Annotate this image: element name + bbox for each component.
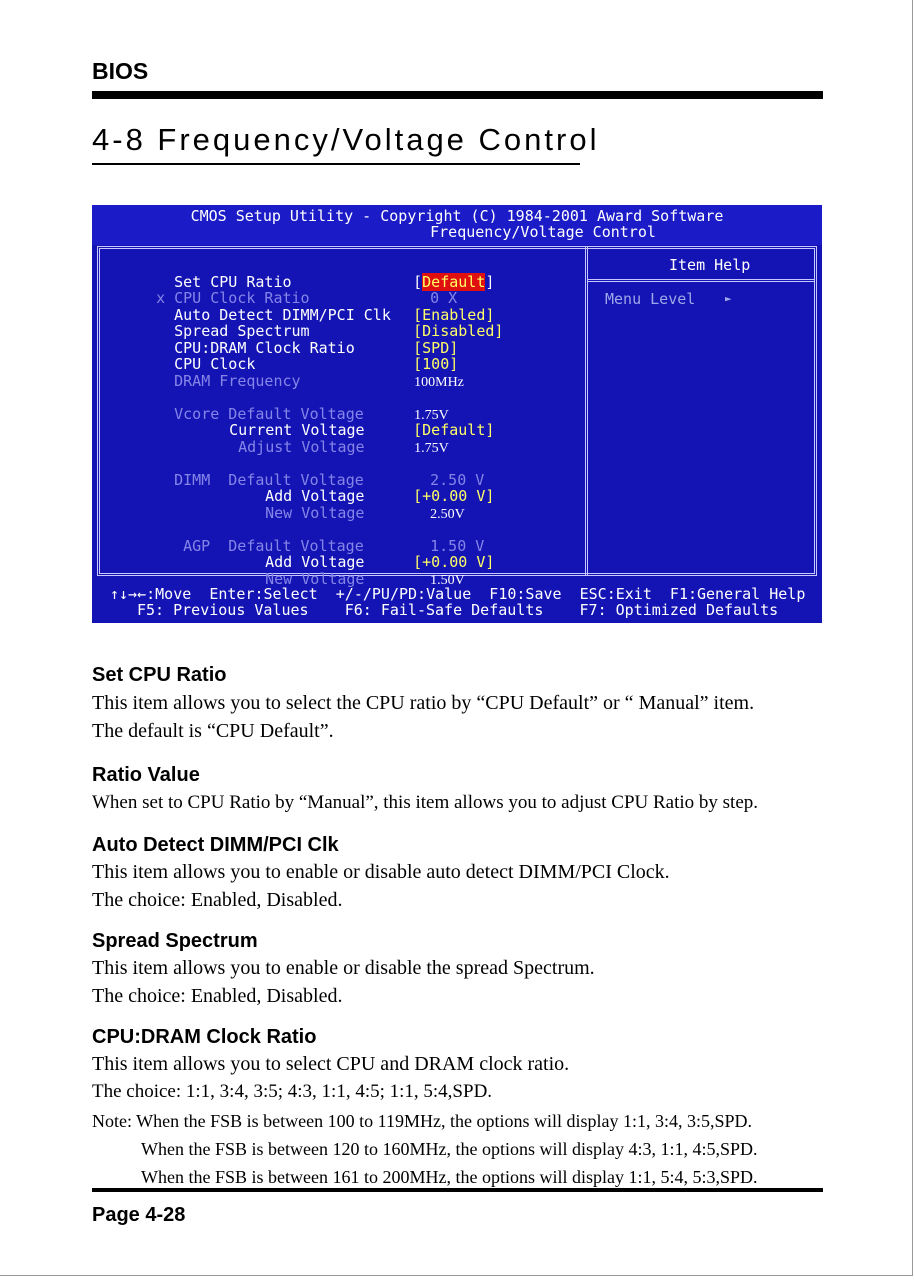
running-header: BIOS [92, 58, 149, 84]
note-line: When the FSB is between 120 to 160MHz, the options will display 4:3, 1:1, 4:5,SPD. [141, 1139, 758, 1159]
bios-item-cpu-clock[interactable] [138, 339, 256, 373]
bios-item-value: 1.50V [430, 572, 465, 588]
bios-item-label: Vcore Default Voltage [174, 404, 364, 423]
bracket-left: [ [413, 272, 423, 291]
menu-level-arrow-icon: ► [725, 292, 732, 305]
bios-item-value-cpu-clock[interactable] [377, 339, 459, 373]
bios-help-divider [585, 246, 588, 576]
bios-item-label: Set CPU Ratio [174, 272, 292, 291]
bios-screen [92, 205, 822, 623]
heading-spread-spectrum: Spread Spectrum [92, 930, 258, 952]
paragraph-line: The choice: Enabled, Disabled. [92, 889, 343, 911]
disabled-mark-icon: x [156, 288, 166, 307]
bios-item-label: DIMM Default Voltage [174, 470, 364, 489]
section-title: 4-8 Frequency/Voltage Control [92, 122, 600, 157]
bios-item-label: New Voltage [265, 503, 365, 522]
paragraph-line: This item allows you to enable or disable the spread Spectrum. [92, 957, 595, 979]
note-line: Note: When the FSB is between 100 to 119MHz, the options will display 1:1, 3:4, 3:5,SPD. [92, 1111, 752, 1131]
page-number: Page 4-28 [92, 1204, 186, 1226]
bios-item-label: DRAM Frequency [174, 371, 301, 390]
bios-item-value-dimm-default [394, 455, 485, 489]
bios-item-label-cpu-clock-ratio [138, 273, 310, 307]
bios-item-value-auto-detect[interactable] [377, 290, 495, 324]
paragraph-line: This item allows you to select the CPU ratio by “CPU Default” or “ Manual” item. [92, 692, 755, 714]
bios-item-label: Add Voltage [265, 552, 365, 571]
bios-item-current-voltage[interactable] [193, 405, 365, 439]
bios-item-dimm-new-voltage [229, 488, 365, 522]
bios-item-value: 1.75V [414, 407, 449, 423]
bios-item-value: [SPD] [413, 338, 459, 357]
bios-item-value-current-voltage[interactable] [377, 405, 495, 439]
menu-level-label: Menu Level [605, 290, 696, 308]
bios-item-label: Adjust Voltage [238, 437, 365, 456]
bios-item-label: CPU:DRAM Clock Ratio [174, 338, 355, 357]
bios-title-copyright: CMOS Setup Utility - Copyright (C) 1984-2001 Award Software [190, 207, 724, 225]
bios-item-vcore-default [138, 389, 364, 423]
bios-item-agp-default [147, 521, 364, 555]
bios-item-value: 2.50V [430, 506, 465, 522]
bios-item-value-vcore-default [378, 389, 449, 423]
bios-item-value: 1.75V [414, 440, 449, 456]
bios-item-value: [100] [413, 354, 459, 373]
selected-value-highlight[interactable]: Default [422, 272, 486, 291]
bios-item-value-agp-default [394, 521, 485, 555]
bios-item-set-cpu-ratio[interactable] [138, 257, 292, 291]
bios-item-dimm-add-voltage[interactable] [229, 471, 365, 505]
bios-item-adjust-voltage [202, 422, 365, 456]
bios-item-value: [Disabled] [413, 321, 504, 340]
bios-key-help-line1: ↑↓→←:Move Enter:Select +/-/PU/PD:Value F10:Save ESC:Exit F1:General Help [110, 585, 806, 603]
heading-cpu-dram-clock-ratio: CPU:DRAM Clock Ratio [92, 1026, 317, 1048]
bios-item-value: [+0.00 V] [413, 552, 495, 571]
paragraph-line: The choice: Enabled, Disabled. [92, 985, 343, 1007]
bios-item-value-cpu-dram-ratio[interactable] [377, 323, 459, 357]
bios-key-help [92, 581, 822, 623]
bios-title-menu-text: Frequency/Voltage Control [430, 223, 656, 241]
bios-item-value-dimm-add-voltage[interactable] [377, 471, 495, 505]
footer-rule [92, 1188, 823, 1192]
bios-item-label: AGP Default Voltage [183, 536, 364, 555]
bios-item-value: [Enabled] [413, 305, 495, 324]
heading-auto-detect: Auto Detect DIMM/PCI Clk [92, 834, 339, 856]
bios-item-dimm-default [138, 455, 364, 489]
bios-title-menu [92, 224, 822, 241]
bios-item-value: 0 X [430, 288, 458, 307]
paragraph-line: The default is “CPU Default”. [92, 720, 334, 742]
bios-item-label: Spread Spectrum [174, 321, 310, 340]
bios-item-label: Current Voltage [229, 420, 365, 439]
bios-item-auto-detect[interactable] [138, 290, 391, 324]
bios-item-value-agp-new-voltage [394, 554, 465, 588]
bios-item-value: 100MHz [414, 374, 464, 390]
paragraph-line: When set to CPU Ratio by “Manual”, this item allows you to adjust CPU Ratio by step. [92, 792, 759, 813]
bios-item-value-spread-spectrum[interactable] [377, 306, 504, 340]
bios-item-value-agp-add-voltage[interactable] [377, 537, 495, 571]
paragraph-line: The choice: 1:1, 3:4, 3:5; 4:3, 1:1, 4:5; 1:1, 5:4,SPD. [92, 1081, 493, 1102]
bios-item-label: CPU Clock Ratio [174, 288, 310, 307]
bios-item-label: Auto Detect DIMM/PCI Clk [174, 305, 391, 324]
bios-item-value: [+0.00 V] [413, 486, 495, 505]
bios-item-value-dimm-new-voltage [394, 488, 465, 522]
bios-item-value-set-cpu-ratio[interactable] [377, 257, 495, 291]
item-help-title: Item Help [669, 256, 751, 274]
bios-item-value: 1.50 V [430, 536, 485, 555]
bios-title-bar [92, 205, 822, 245]
heading-set-cpu-ratio: Set CPU Ratio [92, 664, 227, 686]
paragraph-line: This item allows you to select CPU and DRAM clock ratio. [92, 1053, 570, 1075]
paragraph-line: This item allows you to enable or disable auto detect DIMM/PCI Clock. [92, 861, 670, 883]
title-rule [92, 163, 580, 165]
bios-item-label: Add Voltage [265, 486, 365, 505]
bios-item-value: 2.50 V [430, 470, 485, 489]
bios-help-separator [588, 279, 814, 282]
bios-item-agp-new-voltage [229, 554, 365, 588]
bios-item-agp-add-voltage[interactable] [229, 537, 365, 571]
bios-key-help-line2: F5: Previous Values F6: Fail-Safe Defaults F7: Optimized Defaults [137, 601, 779, 619]
heading-ratio-value: Ratio Value [92, 764, 200, 786]
bios-item-label: New Voltage [265, 569, 365, 588]
bios-item-value-dram-frequency [378, 356, 464, 390]
bracket-right: ] [485, 272, 495, 291]
bios-item-spread-spectrum[interactable] [138, 306, 310, 340]
header-rule [92, 91, 823, 99]
note-line: When the FSB is between 161 to 200MHz, the options will display 1:1, 5:4, 5:3,SPD. [141, 1167, 758, 1187]
bios-item-dram-frequency [138, 356, 301, 390]
bios-item-value-adjust-voltage [378, 422, 449, 456]
bios-item-cpu-dram-ratio[interactable] [138, 323, 355, 357]
bios-item-value: [Default] [413, 420, 495, 439]
bios-item-label: CPU Clock [174, 354, 256, 373]
